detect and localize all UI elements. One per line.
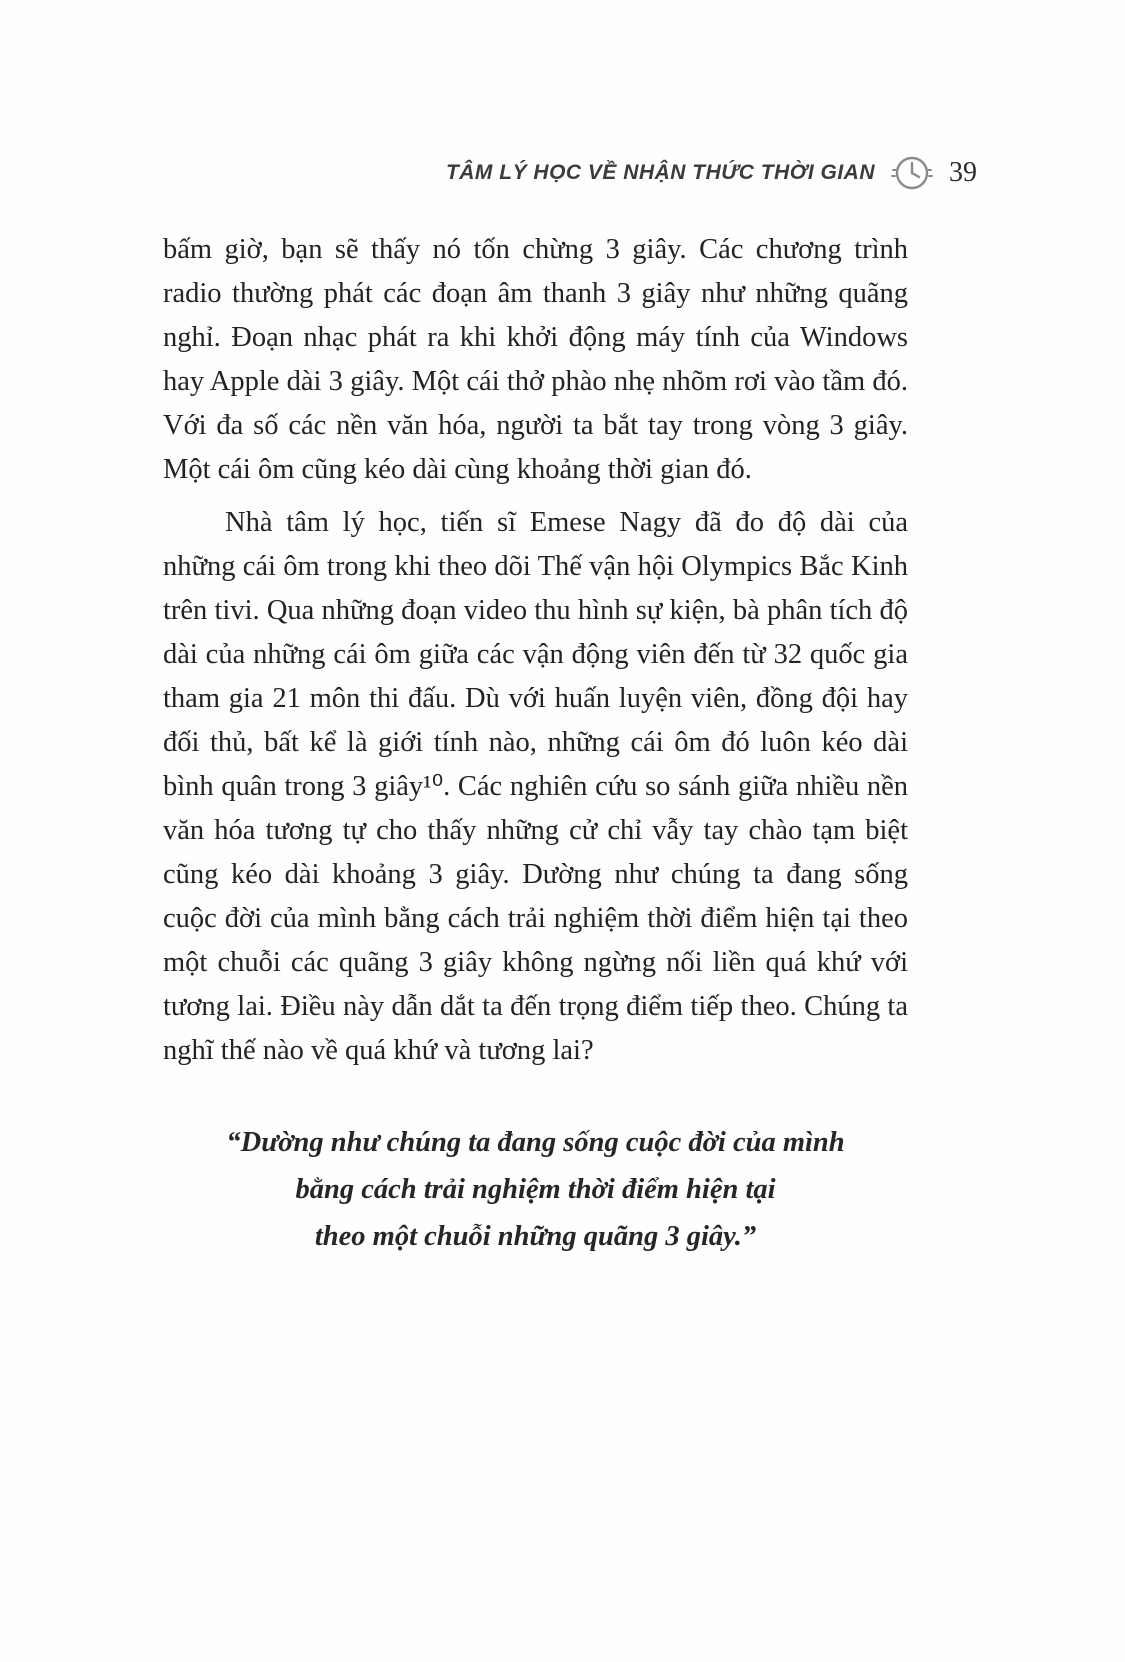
clock-icon [889, 150, 935, 196]
quote-line-3: theo một chuỗi những quãng 3 giây.” [314, 1221, 757, 1252]
quote-line-1: “Dường như chúng ta đang sống cuộc đời của mình [226, 1127, 845, 1158]
paragraph-2: Nhà tâm lý học, tiến sĩ Emese Nagy đã đo độ dài của những cái ôm trong khi theo dõi Thế vận hội Olympics Bắc Kinh trên tivi. Qua những đoạn video thu hình sự kiện, bà phân tích độ dài của những cái ôm giữa các vận động viên đến từ 32 quốc gia tham gia 21 môn thi đấu. Dù với huấn luyện viên, đồng đội hay đối thủ, bất kể là giới tính nào, những cái ôm đó luôn kéo dài bình quân trong 3 giây¹⁰. Các nghiên cứu so sánh giữa nhiều nền văn hóa tương tự cho thấy những cử chỉ vẫy tay chào tạm biệt cũng kéo dài khoảng 3 giây. Dường như chúng ta đang sống cuộc đời của mình bằng cách trải nghiệm thời điểm hiện tại theo một chuỗi các quãng 3 giây không ngừng nối liền quá khứ với tương lai. Điều này dẫn dắt ta đến trọng điểm tiếp theo. Chúng ta nghĩ thế nào về quá khứ và tương lai? [163, 507, 908, 1066]
body-text [163, 228, 908, 1260]
running-title: TÂM LÝ HỌC VỀ NHẬN THỨC THỜI GIAN [445, 161, 875, 184]
paragraph-1: bấm giờ, bạn sẽ thấy nó tốn chừng 3 giây. Các chương trình radio thường phát các đoạn âm thanh 3 giây như những quãng nghỉ. Đoạn nhạc phát ra khi khởi động máy tính của Windows hay Apple dài 3 giây. Một cái thở phào nhẹ nhõm rơi vào tầm đó. Với đa số các nền văn hóa, người ta bắt tay trong vòng 3 giây. Một cái ôm cũng kéo dài cùng khoảng thời gian đó. [163, 234, 908, 485]
page-number: 39 [949, 157, 977, 188]
pull-quote [163, 1119, 908, 1260]
quote-line-2: bằng cách trải nghiệm thời điểm hiện tại [295, 1174, 776, 1205]
page-header [0, 150, 977, 196]
